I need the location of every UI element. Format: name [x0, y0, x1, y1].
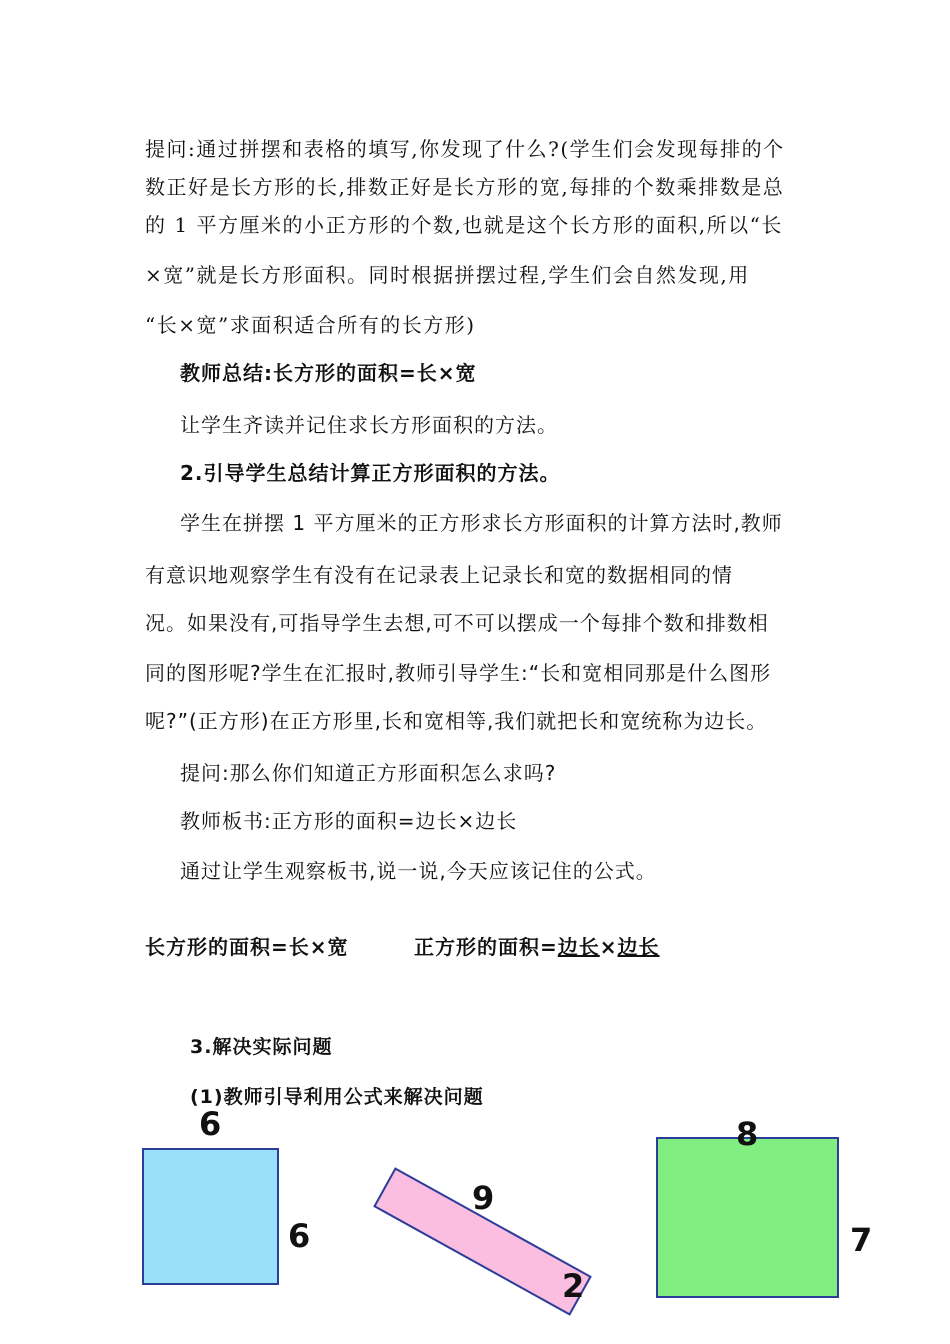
paragraph-1-line-3: 的 1 平方厘米的小正方形的个数,也就是这个长方形的面积,所以“长 — [145, 213, 783, 237]
paragraph-2-line-4: 同的图形呢?学生在汇报时,教师引导学生:“长和宽相同那是什么图形 — [145, 661, 772, 685]
green-rectangle-top-label: 8 — [736, 1115, 759, 1153]
formula-rectangle: 长方形的面积=长×宽 — [145, 935, 349, 959]
paragraph-2-line-3: 况。如果没有,可指导学生去想,可不可以摆成一个每排个数和排数相 — [145, 611, 769, 635]
pink-rectangle-length-label: 9 — [472, 1179, 495, 1217]
question-square-area: 提问:那么你们知道正方形面积怎么求吗? — [180, 761, 557, 785]
formula-side-2: 边长 — [617, 935, 660, 959]
pink-rectangle-width-label: 2 — [562, 1267, 585, 1305]
section-3-subtitle: (1)教师引导利用公式来解决问题 — [190, 1086, 484, 1108]
paragraph-2-line-1: 学生在拼摆 1 平方厘米的正方形求长方形面积的计算方法时,教师 — [180, 511, 783, 535]
formula-square-prefix: 正方形的面积= — [414, 935, 558, 959]
formula-side-1: 边长 — [557, 935, 600, 959]
green-rectangle-shape — [656, 1137, 839, 1298]
observe-instruction: 通过让学生观察板书,说一说,今天应该记住的公式。 — [180, 859, 657, 883]
blue-square-side-label: 6 — [288, 1217, 311, 1255]
paragraph-1-line-2: 数正好是长方形的长,排数正好是长方形的宽,每排的个数乘排数是总 — [145, 175, 785, 199]
green-rectangle-side-label: 7 — [850, 1221, 873, 1259]
read-aloud-instruction: 让学生齐读并记住求长方形面积的方法。 — [180, 413, 558, 437]
section-3-title: 3.解决实际问题 — [190, 1036, 333, 1058]
board-square-formula: 教师板书:正方形的面积=边长×边长 — [180, 809, 518, 833]
paragraph-1-line-1: 提问:通过拼摆和表格的填写,你发现了什么?(学生们会发现每排的个 — [145, 137, 785, 161]
blue-square-top-label: 6 — [199, 1105, 222, 1143]
paragraph-2-line-2: 有意识地观察学生有没有在记录表上记录长和宽的数据相同的情 — [145, 563, 733, 587]
formula-times: × — [599, 935, 618, 959]
formula-square — [414, 934, 660, 960]
paragraph-1-line-5: “长×宽”求面积适合所有的长方形) — [145, 313, 476, 337]
paragraph-1-line-4: ×宽”就是长方形面积。同时根据拼摆过程,学生们会自然发现,用 — [145, 263, 750, 287]
summary-rectangle-formula: 教师总结:长方形的面积=长×宽 — [180, 361, 477, 385]
paragraph-2-line-5: 呢?”(正方形)在正方形里,长和宽相等,我们就把长和宽统称为边长。 — [145, 709, 768, 733]
blue-square-shape — [142, 1148, 279, 1285]
section-2-title: 2.引导学生总结计算正方形面积的方法。 — [180, 461, 561, 485]
